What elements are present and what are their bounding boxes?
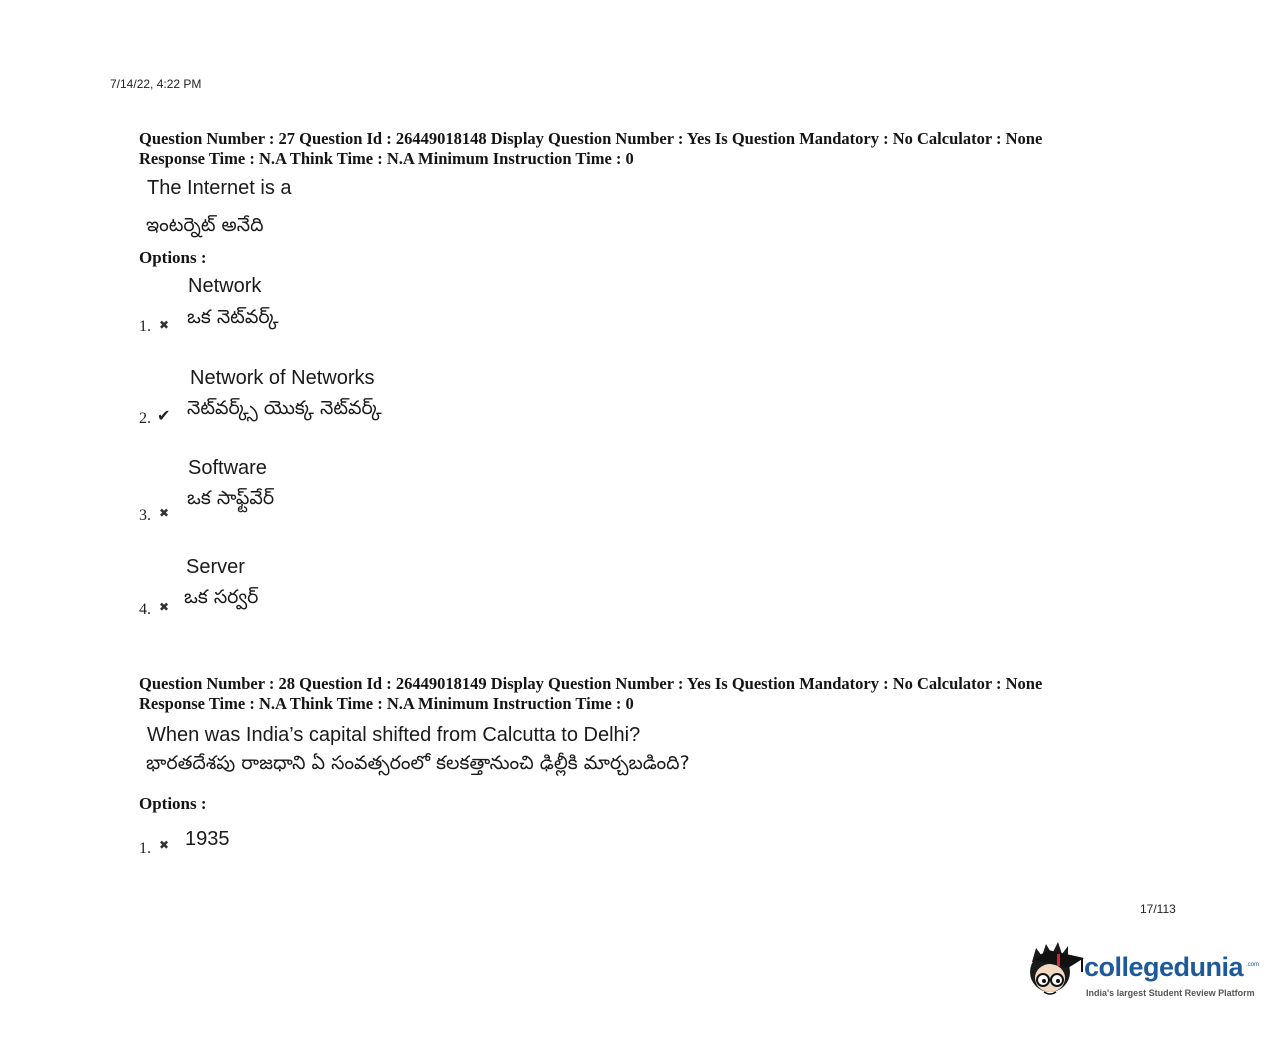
question-text-en: The Internet is a [147, 177, 292, 199]
question-text-te: ఇంటర్నెట్ అనేది [146, 214, 264, 236]
options-label: Options : [139, 248, 207, 267]
question-meta [139, 129, 1042, 168]
options-label: Options : [139, 794, 207, 813]
question-meta-line2: Response Time : N.A Think Time : N.A Minimum Instruction Time : 0 [139, 693, 634, 713]
option-text-en: Server [186, 556, 245, 578]
option-number: 1. [139, 318, 151, 335]
question-meta-line2: Response Time : N.A Think Time : N.A Minimum Instruction Time : 0 [139, 148, 634, 168]
option-text-te: ఒక సాఫ్ట్‌వేర్ [187, 487, 275, 509]
logo-wordmark: collegedunia [1084, 952, 1244, 982]
question-meta-line1: Question Number : 28 Question Id : 26449018149 Display Question Number : Yes Is Question Mandatory : No Calculator : None [139, 674, 1043, 693]
logo-tagline: India's largest Student Review Platform [1086, 988, 1255, 998]
option-text-te: ఒక సర్వర్ [184, 586, 259, 608]
option-number: 3. [139, 507, 151, 524]
cross-icon: ✖ [159, 318, 170, 332]
option-number: 4. [139, 601, 151, 618]
check-icon: ✔ [157, 406, 171, 425]
option-text-en: Software [188, 457, 267, 479]
cross-icon: ✖ [159, 600, 170, 614]
option-text-en: Network of Networks [190, 367, 375, 389]
page-number: 17/113 [1140, 902, 1176, 916]
option-number: 1. [139, 840, 151, 857]
print-timestamp: 7/14/22, 4:22 PM [110, 77, 202, 91]
option-number: 2. [139, 410, 151, 427]
question-text-te: భారతదేశపు రాజధాని ఏ సంవత్సరంలో కలకత్తానుంచి ఢిల్లీకి మార్చబడింది? [146, 752, 690, 774]
option-text-en: 1935 [185, 828, 230, 850]
option-text-te: నెట్‌వర్క్స్ యొక్క నెట్‌వర్క్ [187, 397, 382, 419]
cross-icon: ✖ [159, 838, 170, 852]
mascot-icon [1022, 938, 1088, 1008]
logo-suffix: .com [1246, 962, 1260, 968]
question-meta-line1: Question Number : 27 Question Id : 26449018148 Display Question Number : Yes Is Question Mandatory : No Calculator : None [139, 129, 1043, 148]
collegedunia-logo [1022, 938, 1262, 1008]
cross-icon: ✖ [159, 506, 170, 520]
question-meta [139, 674, 1042, 713]
option-text-te: ఒక నెట్‌వర్క్ [187, 306, 279, 328]
question-text-en: When was India’s capital shifted from Calcutta to Delhi? [147, 724, 641, 746]
option-text-en: Network [188, 275, 262, 297]
